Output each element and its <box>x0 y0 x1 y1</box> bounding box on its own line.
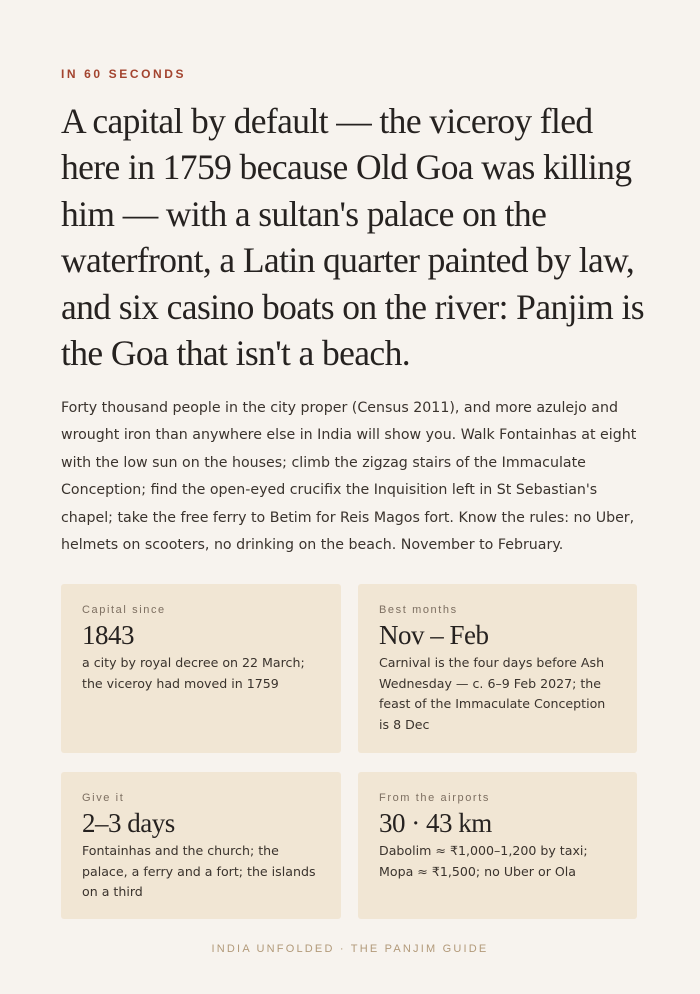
fact-card-airports <box>358 772 637 919</box>
fact-card-best-months <box>358 584 637 753</box>
fact-label: From the airports <box>379 792 490 804</box>
fact-note: Dabolim ≈ ₹1,000–1,200 by taxi; Mopa ≈ ₹1,500; no Uber or Ola <box>379 843 588 879</box>
section-kicker: IN 60 SECONDS <box>61 67 187 81</box>
fact-value: 2–3 days <box>82 808 175 838</box>
fact-note: Carnival is the four days before Ash Wednesday — c. 6–9 Feb 2027; the feast of the Immaculate Conception is 8 Dec <box>379 655 606 732</box>
fact-value: Nov – Feb <box>379 620 489 650</box>
page-footer: INDIA UNFOLDED · THE PANJIM GUIDE <box>211 943 489 955</box>
fact-note: a city by royal decree on 22 March; the viceroy had moved in 1759 <box>82 655 305 691</box>
fact-card-duration <box>61 772 341 919</box>
fact-value: 1843 <box>82 620 134 650</box>
fact-label: Give it <box>82 792 125 804</box>
intro-paragraph: Forty thousand people in the city proper (Census 2011), and more azulejo and wrought iron than anywhere else in India will show you. Walk Fontainhas at eight with the low sun on the houses; climb the zigzag stairs of the Immaculate Conception; find the open-eyed crucifix the Inquisition left in St Sebastian's chapel; take the free ferry to Betim for Reis Magos fort. Know the rules: no Uber, helmets on scooters, no drinking on the beach. November to February. <box>61 400 637 554</box>
fact-note: Fontainhas and the church; the palace, a ferry and a fort; the islands on a third <box>82 843 316 899</box>
headline: A capital by default — the viceroy fled here in 1759 because Old Goa was killing him — with a sultan's palace on the waterfront, a Latin quarter painted by law, and six casino boats on the river: Panjim is the Goa that isn't a beach. <box>61 101 644 374</box>
fact-card-capital <box>61 584 341 753</box>
fact-label: Best months <box>379 604 458 616</box>
fact-value: 30 · 43 km <box>379 808 492 838</box>
fact-label: Capital since <box>82 604 166 616</box>
